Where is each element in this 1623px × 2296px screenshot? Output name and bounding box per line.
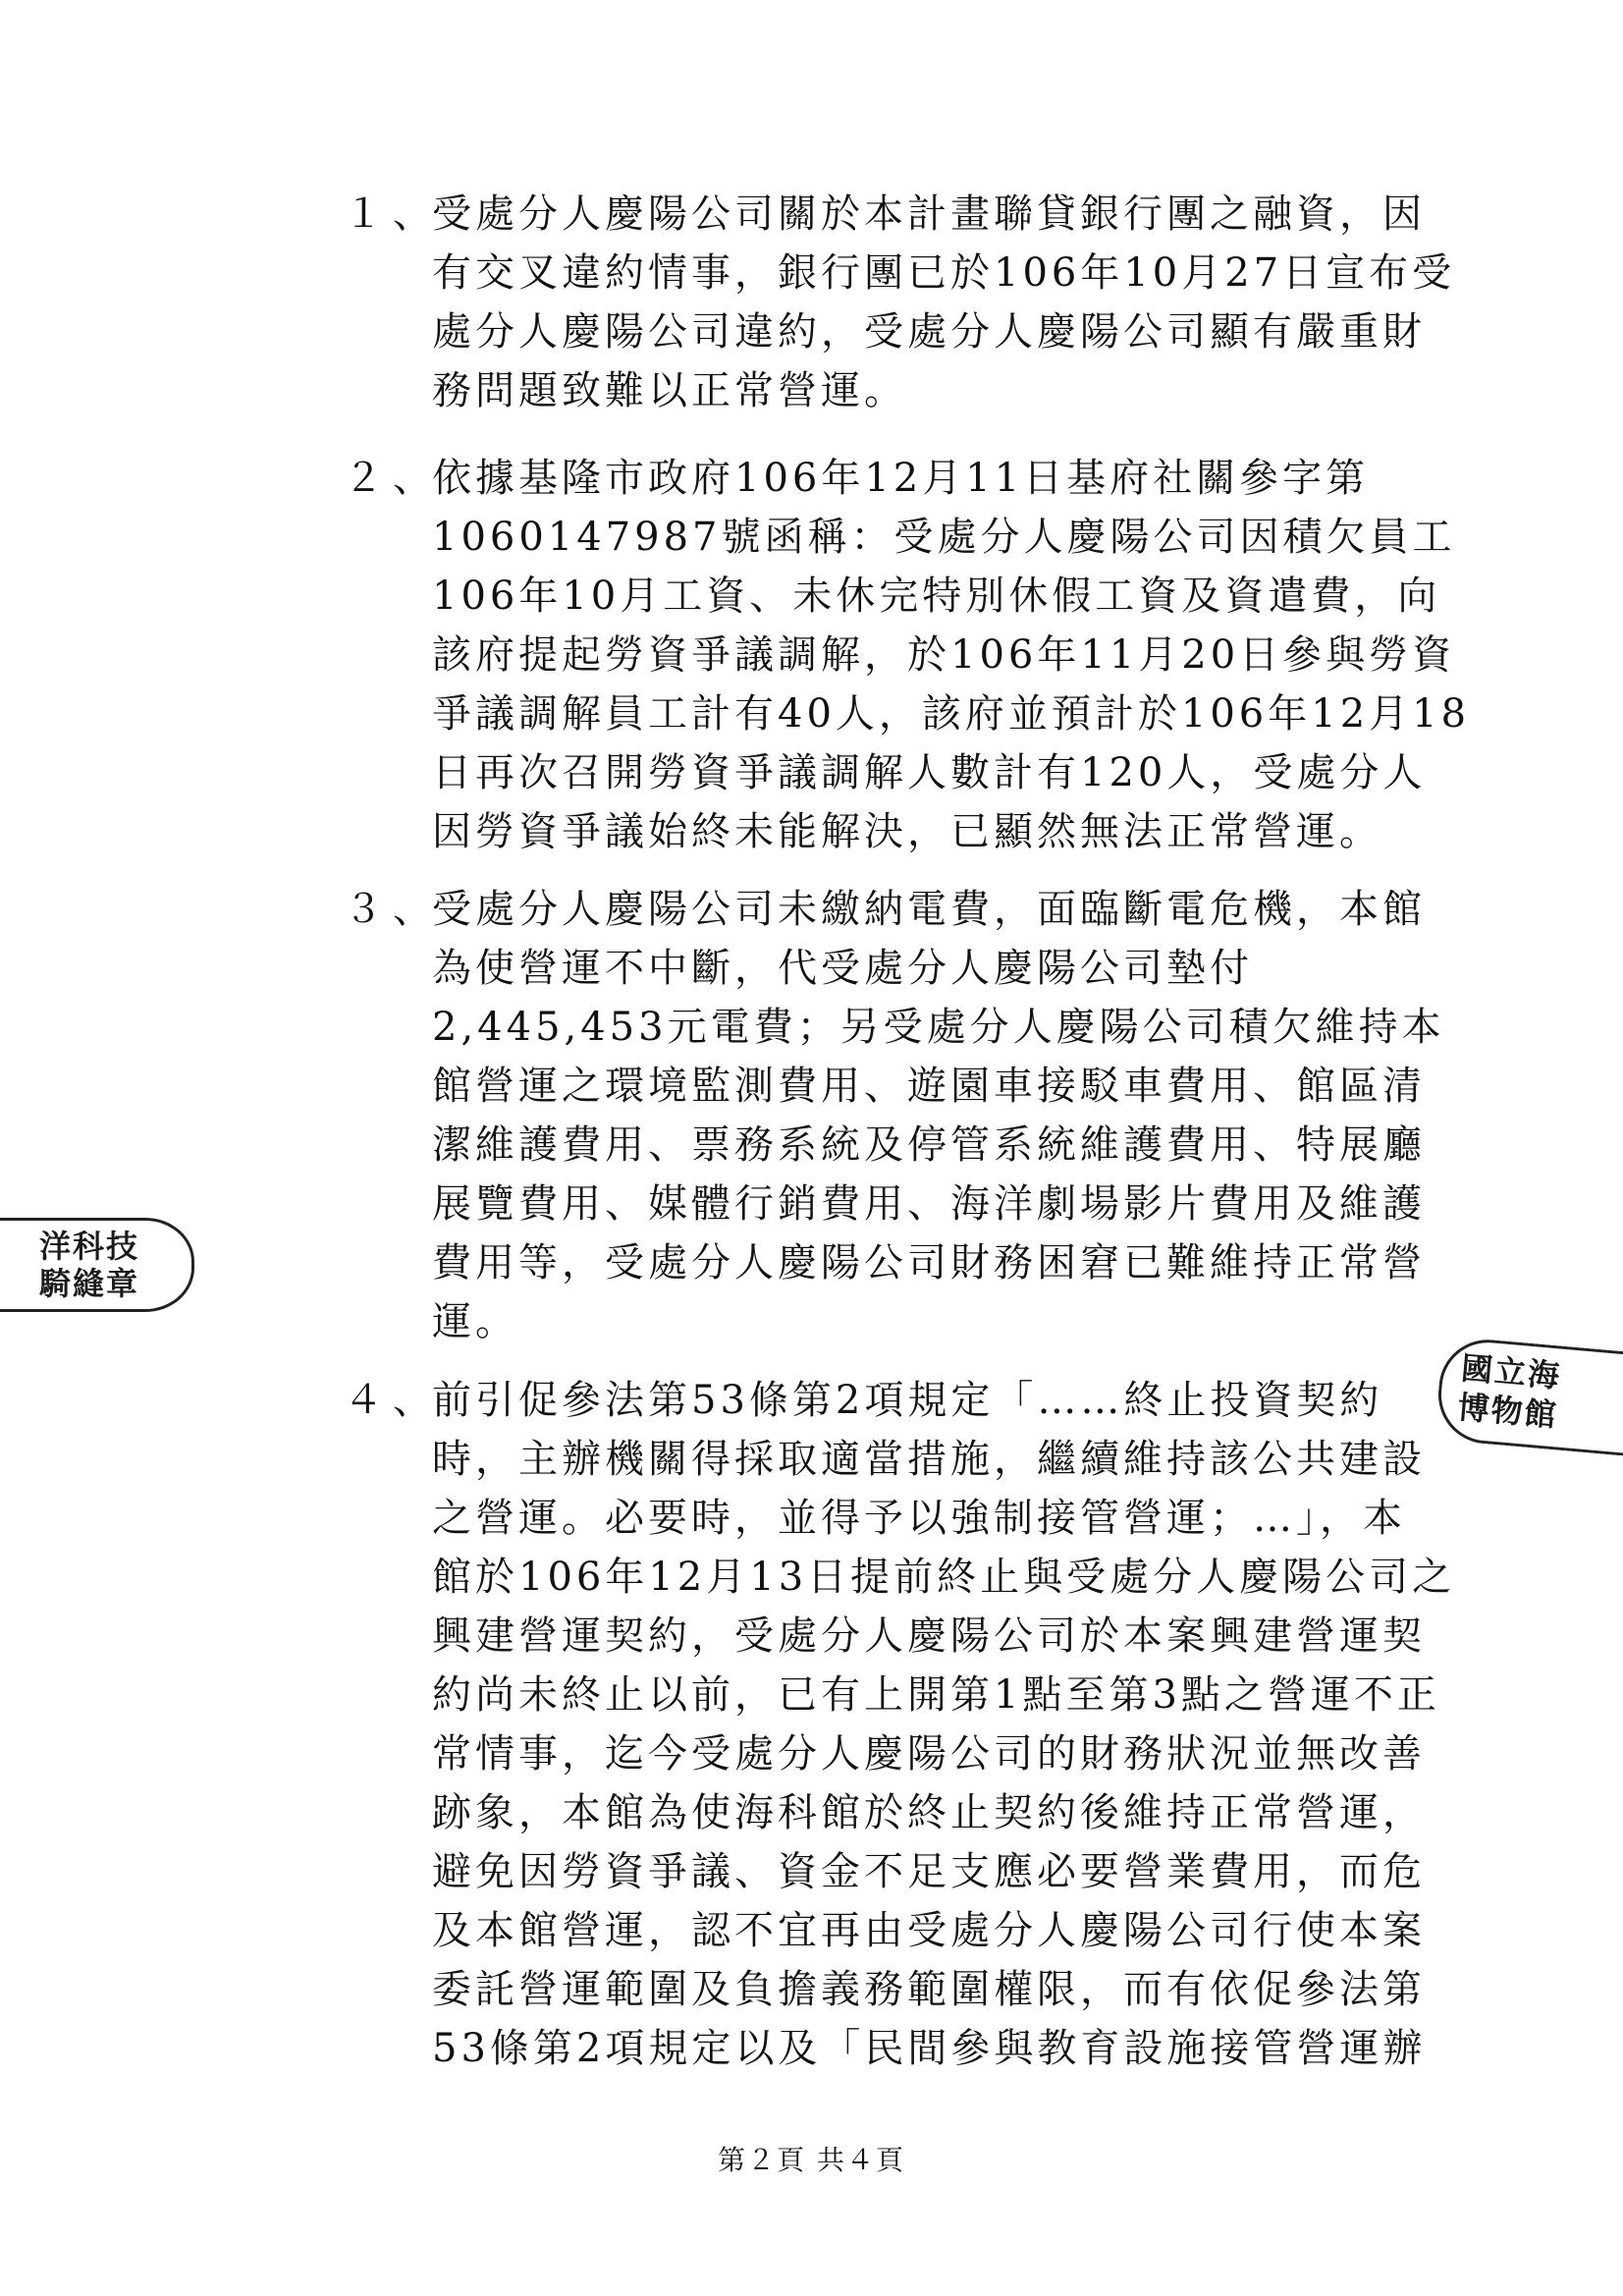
seal-text-line: 騎縫章 xyxy=(39,1265,140,1302)
seal-stamp-right xyxy=(1434,1336,1623,1459)
text-line: 該府提起勞資爭議調解，於106年11月20日參與勞資 xyxy=(432,632,1456,678)
text-line: 避免因勞資爭議、資金不足支應必要營業費用，而危 xyxy=(432,1849,1426,1894)
item-number: ２、 xyxy=(344,456,442,501)
text-line: 委託營運範圍及負擔義務範圍權限，而有依促參法第 xyxy=(432,1967,1426,2012)
seal-text-line: 博物館 xyxy=(1456,1388,1560,1435)
text-line: 爭議調解員工計有40人，該府並預計於106年12月18 xyxy=(432,691,1471,737)
text-line: 館於106年12月13日提前終止與受處分人慶陽公司之 xyxy=(432,1555,1456,1600)
page-number-footer: 第２頁 共４頁 xyxy=(718,2144,905,2176)
text-line: 受處分人慶陽公司未繳納電費，面臨斷電危機，本館 xyxy=(432,887,1426,932)
text-line: 務問題致難以正常營運。 xyxy=(432,368,907,413)
text-line: 約尚未終止以前，已有上開第1點至第3點之營運不正 xyxy=(432,1672,1440,1718)
text-line: 時，主辦機關得採取適當措施，繼續維持該公共建設 xyxy=(432,1437,1426,1482)
text-line: 常情事，迄今受處分人慶陽公司的財務狀況並無改善 xyxy=(432,1731,1426,1777)
text-line: 館營運之環境監測費用、遊園車接駁車費用、館區清 xyxy=(432,1064,1426,1109)
text-line: 展覽費用、媒體行銷費用、海洋劇場影片費用及維護 xyxy=(432,1181,1426,1227)
text-line: 53條第2項規定以及「民間參與教育設施接管營運辦 xyxy=(432,2026,1427,2071)
text-line: 日再次召開勞資爭議調解人數計有120人，受處分人 xyxy=(432,750,1427,795)
text-line: 為使營運不中斷，代受處分人慶陽公司墊付 xyxy=(432,946,1253,991)
seam-seal-stamp-left xyxy=(0,1218,194,1312)
text-line: 有交叉違約情事，銀行團已於106年10月27日宣布受 xyxy=(432,250,1456,296)
item-text xyxy=(432,1371,1456,2078)
item-number: ３、 xyxy=(344,887,442,932)
text-line: 106年10月工資、未休完特別休假工資及資遣費，向 xyxy=(432,574,1441,619)
seal-text-line: 洋科技 xyxy=(39,1228,140,1265)
text-line: 依據基隆市政府106年12月11日基府社關參字第 xyxy=(432,456,1370,501)
text-line: 因勞資爭議始終未能解決，已顯然無法正常營運。 xyxy=(432,809,1382,854)
text-line: 潔維護費用、票務系統及停管系統維護費用、特展廳 xyxy=(432,1122,1426,1168)
text-line: 受處分人慶陽公司關於本計畫聯貸銀行團之融資，因 xyxy=(432,191,1426,237)
text-line: 處分人慶陽公司違約，受處分人慶陽公司顯有嚴重財 xyxy=(432,309,1426,355)
seal-text-line: 國立海 xyxy=(1459,1348,1563,1395)
text-line: 興建營運契約，受處分人慶陽公司於本案興建營運契 xyxy=(432,1613,1426,1659)
text-line: 跡象，本館為使海科館於終止契約後維持正常營運， xyxy=(432,1790,1426,1835)
text-line: 運。 xyxy=(432,1299,518,1344)
text-line: 2,445,453元電費；另受處分人慶陽公司積欠維持本 xyxy=(432,1005,1445,1050)
item-text xyxy=(432,449,1471,861)
item-text xyxy=(432,185,1456,420)
item-number: １、 xyxy=(344,191,442,237)
text-line: 及本館營運，認不宜再由受處分人慶陽公司行使本案 xyxy=(432,1908,1426,1953)
text-line: 1060147987號函稱：受處分人慶陽公司因積欠員工 xyxy=(432,515,1456,560)
text-line: 前引促參法第53條第2項規定「……終止投資契約 xyxy=(432,1378,1383,1423)
text-line: 之營運。必要時，並得予以強制接管營運；…」，本 xyxy=(432,1496,1406,1541)
item-number: ４、 xyxy=(344,1378,442,1423)
text-line: 費用等，受處分人慶陽公司財務困窘已難維持正常營 xyxy=(432,1240,1426,1285)
item-text xyxy=(432,880,1445,1351)
